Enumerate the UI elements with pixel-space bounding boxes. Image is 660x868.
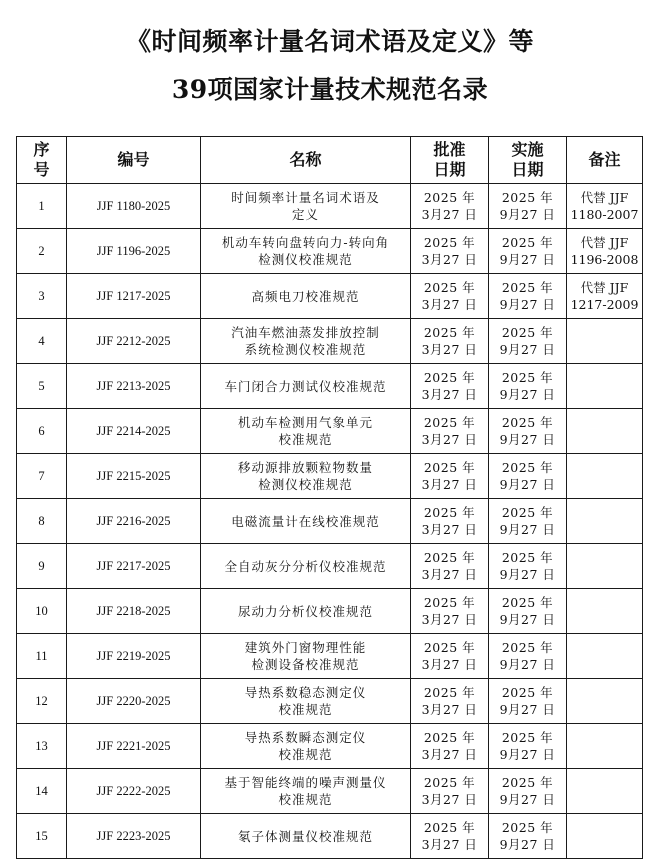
approve-date <box>411 769 489 814</box>
regulation-name <box>201 814 411 859</box>
remark-line: 1217-2009 <box>570 297 639 312</box>
regulation-name-line: 校准规范 <box>278 747 333 762</box>
row-number: 8 <box>17 499 67 544</box>
header-implement-line-1: 实施 <box>511 140 544 159</box>
implement-date-line: 2025 年 <box>501 820 554 835</box>
implement-date <box>489 499 567 544</box>
approve-date <box>411 814 489 859</box>
implement-date-line: 2025 年 <box>501 505 554 520</box>
approve-date-line: 3月27 日 <box>421 297 478 312</box>
remark <box>567 454 643 499</box>
regulation-name <box>201 769 411 814</box>
approve-date <box>411 274 489 319</box>
regulation-name-line: 校准规范 <box>278 432 333 447</box>
regulation-code: JJF 1196-2025 <box>67 229 201 274</box>
regulation-code: JJF 1180-2025 <box>67 184 201 229</box>
approve-date-line: 3月27 日 <box>421 252 478 267</box>
approve-date-line: 2025 年 <box>423 415 476 430</box>
remark <box>567 724 643 769</box>
regulation-code: JJF 2213-2025 <box>67 364 201 409</box>
approve-date-line: 3月27 日 <box>421 792 478 807</box>
remark <box>567 769 643 814</box>
approve-date-line: 3月27 日 <box>421 207 478 222</box>
approve-date-line: 3月27 日 <box>421 522 478 537</box>
approve-date <box>411 454 489 499</box>
row-number: 7 <box>17 454 67 499</box>
approve-date-line: 3月27 日 <box>421 612 478 627</box>
header-approve-line-1: 批准 <box>433 140 466 159</box>
regulation-code: JJF 1217-2025 <box>67 274 201 319</box>
remark <box>567 319 643 364</box>
regulation-code: JJF 2223-2025 <box>67 814 201 859</box>
regulation-code: JJF 2218-2025 <box>67 589 201 634</box>
implement-date <box>489 319 567 364</box>
regulation-code: JJF 2216-2025 <box>67 499 201 544</box>
approve-date-line: 2025 年 <box>423 190 476 205</box>
approve-date-line: 2025 年 <box>423 325 476 340</box>
approve-date-line: 3月27 日 <box>421 387 478 402</box>
regulation-name <box>201 229 411 274</box>
regulation-name-line: 检测仪校准规范 <box>258 477 353 492</box>
table-row <box>17 319 643 364</box>
regulation-code: JJF 2214-2025 <box>67 409 201 454</box>
approve-date-line: 3月27 日 <box>421 567 478 582</box>
approve-date-line: 2025 年 <box>423 370 476 385</box>
header-no-line-1: 序 <box>33 140 50 159</box>
approve-date <box>411 544 489 589</box>
row-number: 10 <box>17 589 67 634</box>
implement-date-line: 2025 年 <box>501 190 554 205</box>
remark-line: 1196-2008 <box>570 252 639 267</box>
regulation-name <box>201 679 411 724</box>
approve-date-line: 3月27 日 <box>421 657 478 672</box>
regulation-name <box>201 724 411 769</box>
implement-date-line: 2025 年 <box>501 235 554 250</box>
regulation-name-line: 尿动力分析仪校准规范 <box>237 603 373 619</box>
implement-date-line: 2025 年 <box>501 325 554 340</box>
approve-date-line: 2025 年 <box>423 595 476 610</box>
implement-date <box>489 409 567 454</box>
regulation-name-line: 电磁流量计在线校准规范 <box>231 513 380 529</box>
header-implement-line-2: 日期 <box>511 160 544 179</box>
table-row <box>17 724 643 769</box>
implement-date <box>489 454 567 499</box>
approve-date-line: 3月27 日 <box>421 702 478 717</box>
approve-date-line: 2025 年 <box>423 820 476 835</box>
implement-date <box>489 229 567 274</box>
table-row <box>17 499 643 544</box>
approve-date-line: 3月27 日 <box>421 432 478 447</box>
regulation-name-line: 系统检测仪校准规范 <box>244 342 367 357</box>
implement-date-line: 9月27 日 <box>499 747 556 762</box>
regulation-name <box>201 364 411 409</box>
implement-date-line: 9月27 日 <box>499 837 556 852</box>
implement-date-line: 9月27 日 <box>499 207 556 222</box>
remark <box>567 679 643 724</box>
implement-date-line: 2025 年 <box>501 415 554 430</box>
header-code: 编号 <box>67 137 201 184</box>
implement-date-line: 9月27 日 <box>499 342 556 357</box>
implement-date <box>489 184 567 229</box>
remark-line: 1180-2007 <box>570 207 639 222</box>
implement-date <box>489 364 567 409</box>
approve-date-line: 2025 年 <box>423 505 476 520</box>
document-title-line-2: 39项国家计量技术规范名录 <box>171 75 489 104</box>
row-number: 13 <box>17 724 67 769</box>
regulation-list-table <box>16 136 643 859</box>
header-no-line-2: 号 <box>33 160 50 179</box>
implement-date-line: 9月27 日 <box>499 387 556 402</box>
approve-date-line: 3月27 日 <box>421 477 478 492</box>
regulation-name <box>201 454 411 499</box>
implement-date-line: 2025 年 <box>501 775 554 790</box>
table-body <box>17 184 643 859</box>
regulation-name-line: 检测仪校准规范 <box>258 252 353 267</box>
implement-date-line: 2025 年 <box>501 685 554 700</box>
table-row <box>17 364 643 409</box>
regulation-name-line: 时间频率计量名词术语及 <box>231 190 380 205</box>
implement-date-line: 9月27 日 <box>499 702 556 717</box>
table-row <box>17 769 643 814</box>
remark-line: 代替 JJF <box>580 190 629 205</box>
row-number: 11 <box>17 634 67 679</box>
table-row <box>17 184 643 229</box>
remark <box>567 229 643 274</box>
approve-date-line: 2025 年 <box>423 460 476 475</box>
table-row <box>17 229 643 274</box>
implement-date-line: 2025 年 <box>501 640 554 655</box>
row-number: 14 <box>17 769 67 814</box>
implement-date-line: 2025 年 <box>501 370 554 385</box>
row-number: 2 <box>17 229 67 274</box>
regulation-name <box>201 634 411 679</box>
implement-date-line: 9月27 日 <box>499 612 556 627</box>
remark <box>567 589 643 634</box>
approve-date <box>411 589 489 634</box>
remark <box>567 274 643 319</box>
implement-date-line: 9月27 日 <box>499 297 556 312</box>
regulation-name-line: 车门闭合力测试仪校准规范 <box>224 378 387 394</box>
regulation-name <box>201 544 411 589</box>
remark <box>567 409 643 454</box>
row-number: 1 <box>17 184 67 229</box>
approve-date-line: 2025 年 <box>423 550 476 565</box>
regulation-name-line: 基于智能终端的噪声测量仪 <box>224 775 387 790</box>
regulation-name-line: 机动车检测用气象单元 <box>237 415 373 430</box>
approve-date-line: 2025 年 <box>423 775 476 790</box>
regulation-code: JJF 2222-2025 <box>67 769 201 814</box>
approve-date <box>411 409 489 454</box>
approve-date-line: 2025 年 <box>423 235 476 250</box>
regulation-name <box>201 184 411 229</box>
implement-date <box>489 679 567 724</box>
approve-date-line: 2025 年 <box>423 280 476 295</box>
regulation-code: JJF 2221-2025 <box>67 724 201 769</box>
approve-date-line: 2025 年 <box>423 730 476 745</box>
implement-date <box>489 634 567 679</box>
regulation-name-line: 汽油车燃油蒸发排放控制 <box>231 325 380 340</box>
regulation-name-line: 校准规范 <box>278 792 333 807</box>
implement-date-line: 2025 年 <box>501 550 554 565</box>
approve-date-line: 2025 年 <box>423 640 476 655</box>
approve-date <box>411 184 489 229</box>
approve-date-line: 3月27 日 <box>421 342 478 357</box>
implement-date-line: 9月27 日 <box>499 432 556 447</box>
implement-date <box>489 724 567 769</box>
regulation-name-line: 检测设备校准规范 <box>251 657 360 672</box>
table-row <box>17 409 643 454</box>
approve-date <box>411 319 489 364</box>
remark-line: 代替 JJF <box>580 280 629 295</box>
regulation-code: JJF 2215-2025 <box>67 454 201 499</box>
regulation-name <box>201 274 411 319</box>
remark <box>567 634 643 679</box>
table-row <box>17 634 643 679</box>
approve-date <box>411 364 489 409</box>
table-row <box>17 679 643 724</box>
row-number: 5 <box>17 364 67 409</box>
regulation-name <box>201 589 411 634</box>
header-no <box>17 137 67 184</box>
table-row <box>17 814 643 859</box>
header-name: 名称 <box>201 137 411 184</box>
row-number: 15 <box>17 814 67 859</box>
implement-date-line: 9月27 日 <box>499 522 556 537</box>
implement-date-line: 2025 年 <box>501 460 554 475</box>
document-title-line-1: 《时间频率计量名词术语及定义》等 <box>125 27 534 56</box>
implement-date-line: 2025 年 <box>501 730 554 745</box>
implement-date <box>489 274 567 319</box>
approve-date <box>411 634 489 679</box>
remark <box>567 814 643 859</box>
regulation-name-line: 校准规范 <box>278 702 333 717</box>
regulation-code: JJF 2220-2025 <box>67 679 201 724</box>
regulation-name <box>201 499 411 544</box>
approve-date-line: 2025 年 <box>423 685 476 700</box>
implement-date <box>489 769 567 814</box>
approve-date <box>411 724 489 769</box>
approve-date <box>411 679 489 724</box>
regulation-name-line: 机动车转向盘转向力-转向角 <box>221 235 390 250</box>
implement-date <box>489 589 567 634</box>
row-number: 12 <box>17 679 67 724</box>
implement-date-line: 9月27 日 <box>499 477 556 492</box>
regulation-name <box>201 319 411 364</box>
implement-date-line: 9月27 日 <box>499 657 556 672</box>
header-note: 备注 <box>567 137 643 184</box>
implement-date-line: 9月27 日 <box>499 567 556 582</box>
remark <box>567 184 643 229</box>
regulation-name-line: 建筑外门窗物理性能 <box>244 640 367 655</box>
regulation-name-line: 氡子体测量仪校准规范 <box>237 828 373 844</box>
implement-date-line: 9月27 日 <box>499 252 556 267</box>
header-approve-line-2: 日期 <box>433 160 466 179</box>
regulation-name-line: 移动源排放颗粒物数量 <box>237 460 373 475</box>
remark-line: 代替 JJF <box>580 235 629 250</box>
regulation-name-line: 定义 <box>291 207 319 222</box>
remark <box>567 544 643 589</box>
regulation-code: JJF 2217-2025 <box>67 544 201 589</box>
implement-date <box>489 544 567 589</box>
approve-date-line: 3月27 日 <box>421 747 478 762</box>
row-number: 6 <box>17 409 67 454</box>
header-implement-date <box>489 137 567 184</box>
table-row <box>17 274 643 319</box>
remark <box>567 499 643 544</box>
implement-date <box>489 814 567 859</box>
approve-date <box>411 229 489 274</box>
regulation-name-line: 导热系数瞬态测定仪 <box>244 730 367 745</box>
table-row <box>17 589 643 634</box>
header-approve-date <box>411 137 489 184</box>
regulation-name <box>201 409 411 454</box>
regulation-name-line: 导热系数稳态测定仪 <box>244 685 367 700</box>
regulation-code: JJF 2212-2025 <box>67 319 201 364</box>
regulation-code: JJF 2219-2025 <box>67 634 201 679</box>
row-number: 4 <box>17 319 67 364</box>
regulation-name-line: 高频电刀校准规范 <box>251 288 360 304</box>
regulation-name-line: 全自动灰分分析仪校准规范 <box>224 558 387 574</box>
implement-date-line: 2025 年 <box>501 280 554 295</box>
implement-date-line: 9月27 日 <box>499 792 556 807</box>
implement-date-line: 2025 年 <box>501 595 554 610</box>
table-header-row <box>17 137 643 184</box>
table-row <box>17 454 643 499</box>
row-number: 9 <box>17 544 67 589</box>
table-row <box>17 544 643 589</box>
remark <box>567 364 643 409</box>
row-number: 3 <box>17 274 67 319</box>
approve-date <box>411 499 489 544</box>
approve-date-line: 3月27 日 <box>421 837 478 852</box>
